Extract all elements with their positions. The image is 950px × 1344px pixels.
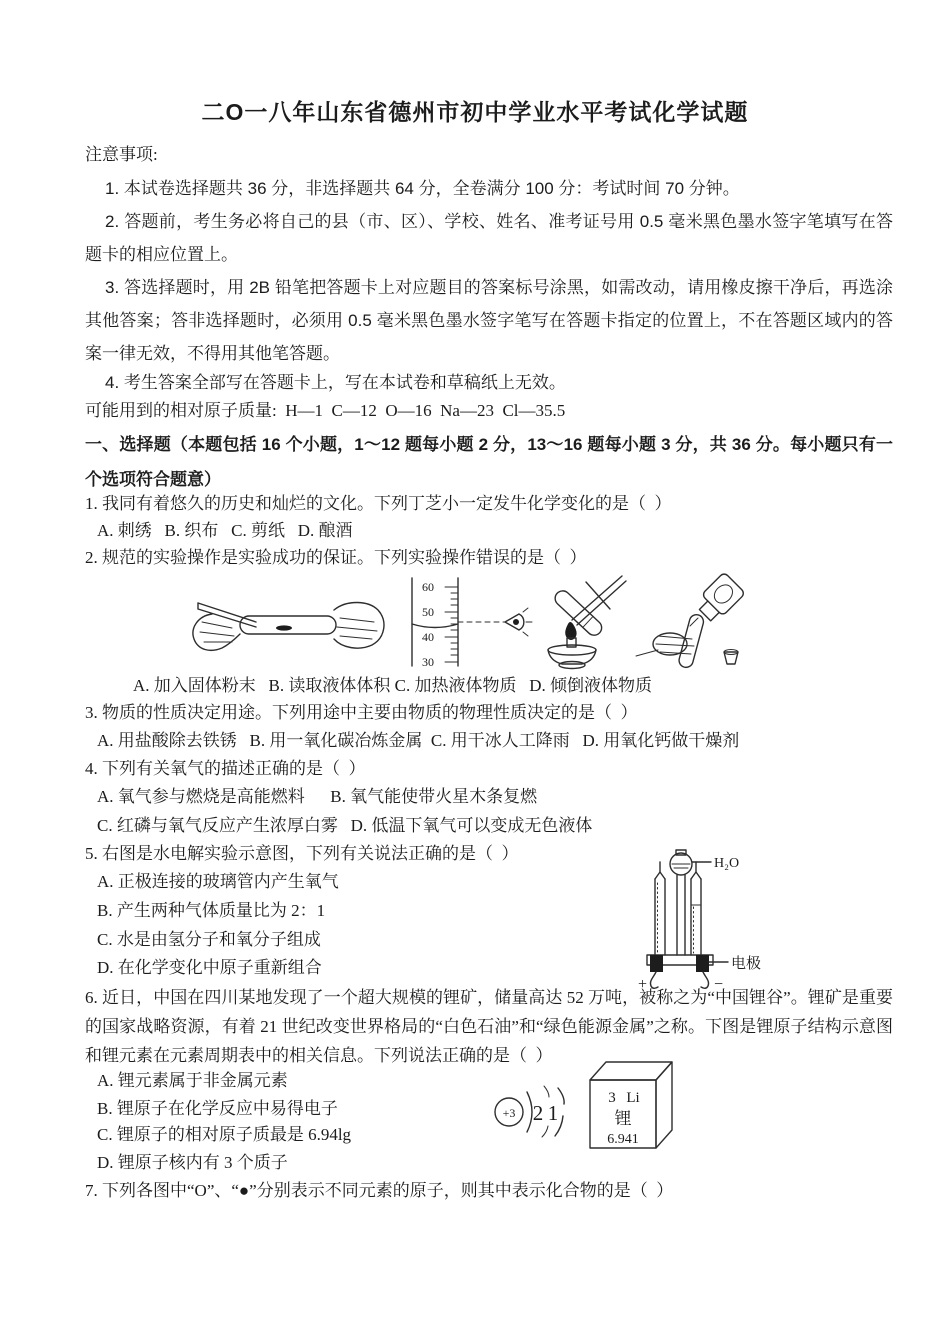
question-5-option-c: C. 水是由氢分子和氧分子组成: [97, 930, 321, 949]
stopper: [724, 650, 738, 665]
left-electrode: [650, 955, 663, 972]
figure-pour-liquid: [634, 572, 748, 672]
plus-terminal-label: +: [638, 976, 648, 991]
notice-item-4: 4. 考生答案全部写在答题卡上，写在本试卷和草稿纸上无效。: [105, 373, 566, 392]
question-6-option-a: A. 锂元素属于非金属元素: [97, 1071, 288, 1090]
inner-shell-arc: [527, 1092, 532, 1132]
inner-shell-count: 2: [532, 1101, 544, 1125]
question-1-options: A. 刺绣 B. 织布 C. 剪纸 D. 酿酒: [97, 521, 353, 540]
scale-label-30: 30: [422, 655, 434, 669]
water-electrolysis-diagram: [635, 849, 825, 991]
question-6-option-b: B. 锂原子在化学反应中易得电子: [97, 1099, 338, 1118]
question-1-stem: 1. 我同有着悠久的历史和灿烂的文化。下列丁芝小一定发牛化学变化的是（ ）: [85, 494, 672, 513]
right-electrode: [696, 955, 709, 972]
element-symbol: Li: [626, 1090, 640, 1106]
atomic-number: 3: [608, 1090, 616, 1106]
powder: [276, 625, 292, 630]
cell-right-face: [656, 1062, 672, 1148]
clamp-rod: [572, 576, 622, 620]
atomic-mass: 6.941: [607, 1132, 639, 1147]
section-heading: 一、选择题（本题包括 16 个小题，1～12 题每小题 2 分，13～16 题每小题 3 分，共 36 分。每小题只有一个选项符合题意）: [85, 435, 893, 489]
notice-item-3: 3. 答选择题时，用 2B 铅笔把答题卡上对应题目的答案标号涂黑，如需改动，请用橡皮擦干净后，再选涂其他答案；答非选择题时，必须用 0.5 毫米黑色墨水签字笔写在答题卡指定的位置上，不在答题区域内的答案一律无效，不得用其他笔答题。: [85, 278, 893, 363]
lithium-atom-structure-diagram: [492, 1082, 576, 1140]
right-hand: [334, 603, 384, 649]
question-5-option-a: A. 正极连接的玻璃管内产生氧气: [97, 872, 339, 891]
page-title: 二O一八年山东省德州市初中学业水平考试化学试题: [201, 99, 749, 125]
atomic-mass-note: 可能用到的相对原子质量: H—1 C—12 O—16 Na—23 Cl—35.5: [85, 401, 566, 420]
test-tube: [552, 588, 605, 639]
electrode-label: 电极: [731, 956, 762, 972]
test-tube: [240, 616, 336, 634]
notice-heading: 注意事项:: [85, 145, 158, 164]
alcohol-lamp-icon: [548, 645, 596, 669]
test-tube: [678, 613, 705, 669]
notice-item-2: 2. 答题前，考生务必将自己的县（市、区）、学校、姓名、准考证号用 0.5 毫米黑色墨水签字笔填写在答题卡的相应位置上。: [85, 212, 893, 264]
question-4-stem: 4. 下列有关氧气的描述正确的是（ ）: [85, 759, 366, 778]
figure-heat-liquid: [526, 570, 628, 672]
nucleus-charge-label: +3: [502, 1106, 516, 1120]
outer-shell-count: 1: [547, 1101, 559, 1125]
left-gas-tube: [655, 862, 665, 955]
question-7-stem: 7. 下列各图中“O”、“●”分别表示不同元素的原子，则其中表示化合物的是（ ）: [85, 1181, 674, 1200]
question-5-option-d: D. 在化学变化中原子重新组合: [97, 958, 322, 977]
cell-top-face: [590, 1062, 672, 1080]
water-label: H₂O: [714, 856, 740, 871]
figure-add-solid-powder: [182, 578, 394, 666]
question-4-options-cd: C. 红磷与氧气反应产生浓厚白雾 D. 低温下氧气可以变成无色液体: [97, 816, 593, 835]
scale-label-60: 60: [422, 580, 434, 594]
liquid-stream: [690, 618, 698, 626]
question-2-figure-caption: A. 加入固体粉末 B. 读取液体体积 C. 加热液体物质 D. 倾倒液体物质: [133, 676, 652, 695]
scale-label-50: 50: [422, 605, 434, 619]
scale-label-40: 40: [422, 630, 434, 644]
question-3-stem: 3. 物质的性质决定用途。下列用途中主要由物质的物理性质决定的是（ ）: [85, 703, 638, 722]
question-6-stem: 6. 近日，中国在四川某地发现了一个超大规模的锂矿，储量高达 52 万吨，被称之为“中国锂谷”。锂矿是重要的国家战略资源，有着 21 世纪改变世界格局的“白色石油”和“绿色能源金属”之称。下图是锂原子结构示意图和锂元素在元素周期表中的相关信息。下列说法正确的是（ ）: [85, 988, 893, 1065]
question-5-stem: 5. 右图是水电解实验示意图，下列有关说法正确的是（ ）: [85, 844, 519, 863]
element-name: 锂: [614, 1109, 632, 1128]
question-2-stem: 2. 规范的实验操作是实验成功的保证。下列实验操作错误的是（ ）: [85, 548, 587, 567]
minus-terminal-label: −: [714, 976, 724, 991]
lithium-periodic-table-cell: [584, 1056, 678, 1150]
question-6-option-d: D. 锂原子核内有 3 个质子: [97, 1153, 288, 1172]
notice-item-1: 1. 本试卷选择题共 36 分，非选择题共 64 分，全卷满分 100 分：考试时间 70 分钟。: [105, 179, 740, 198]
question-6-option-c: C. 锂原子的相对原子质最是 6.94lg: [97, 1125, 352, 1144]
question-4-options-ab: A. 氧气参与燃烧是高能燃料 B. 氧气能使带火星木条复燃: [97, 787, 538, 806]
flame-icon: [565, 622, 576, 640]
question-5-option-b: B. 产生两种气体质量比为 2：1: [97, 901, 326, 920]
question-3-options: A. 用盐酸除去铁锈 B. 用一氧化碳冶炼金属 C. 用干冰人工降雨 D. 用氧化钙做干燥剂: [97, 731, 740, 750]
right-gas-tube: [691, 862, 701, 955]
meniscus: [412, 624, 458, 628]
figure-read-liquid-volume: [402, 574, 534, 670]
